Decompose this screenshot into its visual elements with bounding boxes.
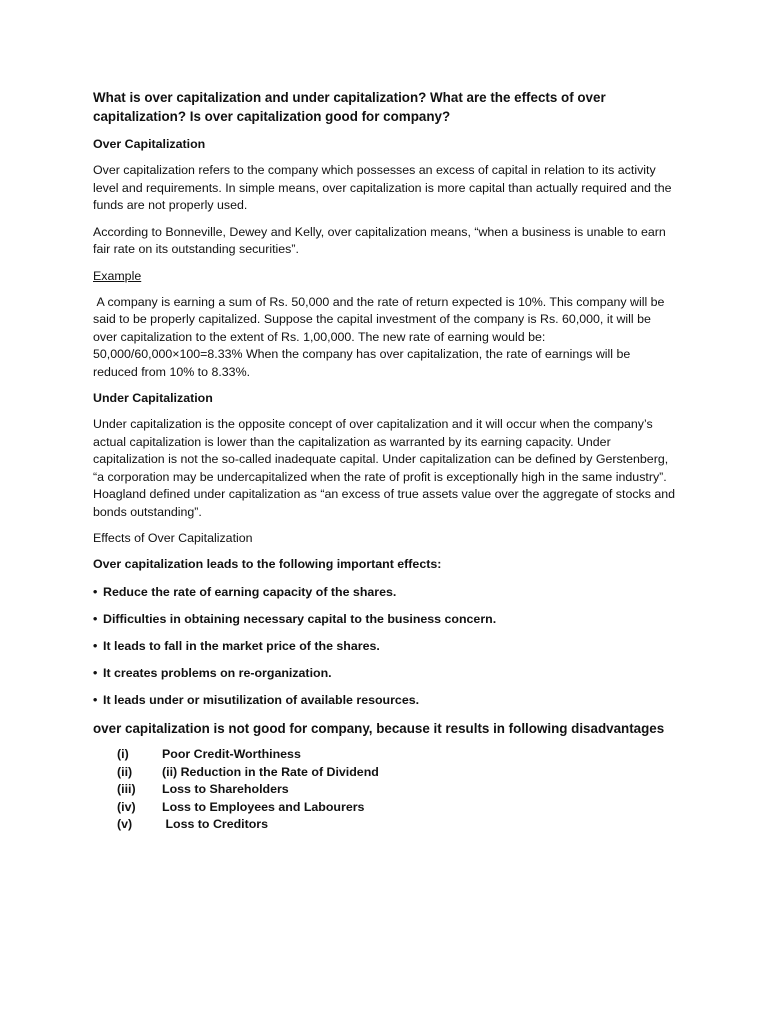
example-text: A company is earning a sum of Rs. 50,000 and the rate of return expected is 10%. This company will be said to be properly capitalized. Suppose the capital investment of the company is Rs. 60,000, it will be over capitalization to the extent of Rs. 1,00,000. The new rate of earning would be: 50,000/60,000×100=8.33% When the company has over capitalization, the rate of earnings will be reduced from 10% to 8.33%. bbox=[93, 294, 668, 379]
bullet-glyph: • bbox=[93, 612, 98, 626]
list-item bbox=[117, 764, 678, 782]
list-number: (v) bbox=[117, 817, 133, 832]
under-capitalization-heading: Under Capitalization bbox=[93, 391, 213, 405]
bullet-glyph: • bbox=[93, 639, 98, 653]
list-item-text: Loss to Employees and Labourers bbox=[162, 799, 365, 814]
over-capitalization-definition: Over capitalization refers to the company which possesses an excess of capital in relation to its activity level and requirements. In simple means, over capitalization is more capital than actually required and the funds are not properly used. bbox=[93, 163, 672, 212]
list-number: (iii) bbox=[117, 782, 136, 797]
list-item-text: Difficulties in obtaining necessary capital to the business concern. bbox=[103, 612, 497, 626]
list-item bbox=[93, 611, 678, 628]
effects-intro: Over capitalization leads to the following important effects: bbox=[93, 557, 442, 571]
bullet-glyph: • bbox=[93, 585, 98, 599]
list-item-text: (ii) Reduction in the Rate of Dividend bbox=[162, 764, 379, 779]
list-item-text: It creates problems on re-organization. bbox=[103, 666, 332, 680]
list-item bbox=[117, 799, 678, 817]
list-number: (ii) bbox=[117, 764, 133, 779]
list-number: (iv) bbox=[117, 799, 136, 814]
list-item-text: Poor Credit-Worthiness bbox=[162, 747, 301, 761]
list-number: (i) bbox=[117, 747, 129, 761]
document-title: What is over capitalization and under capitalization? What are the effects of over capitalization? Is over capitalization good for company? bbox=[93, 90, 606, 124]
bullet-glyph: • bbox=[93, 666, 98, 680]
effects-list bbox=[93, 584, 678, 709]
list-item-text: Loss to Creditors bbox=[162, 817, 269, 832]
bullet-glyph: • bbox=[93, 693, 98, 707]
list-item bbox=[117, 816, 678, 834]
list-item bbox=[117, 781, 678, 799]
over-capitalization-quote: According to Bonneville, Dewey and Kelly, over capitalization means, “when a business is unable to earn fair rate on its outstanding securities”. bbox=[93, 224, 666, 256]
under-capitalization-text: Under capitalization is the opposite concept of over capitalization and it will occur when the company’s actual capitalization is lower than the capitalization as warranted by its earning capacity. Under capitalization is not the so-called inadequate capital. Under capitalization can be defined by Gerstenberg, “a corporation may be undercapitalized when the rate of profit is exceptionally high in the same industry”. Hoagland defined under capitalization as “an excess of true assets value over the aggregate of stocks and bonds outstanding”. bbox=[93, 417, 676, 519]
conclusion-text: over capitalization is not good for company, because it results in following disadvantages bbox=[93, 721, 665, 736]
list-item-text: It leads to fall in the market price of the shares. bbox=[103, 639, 380, 653]
list-item bbox=[117, 746, 678, 764]
disadvantages-list bbox=[93, 746, 678, 834]
list-item-text: It leads under or misutilization of available resources. bbox=[103, 693, 420, 707]
effects-heading: Effects of Over Capitalization bbox=[93, 531, 253, 545]
list-item-text: Loss to Shareholders bbox=[162, 782, 289, 797]
example-heading: Example bbox=[93, 268, 142, 283]
list-item bbox=[93, 584, 678, 601]
over-capitalization-heading: Over Capitalization bbox=[93, 137, 206, 151]
list-item bbox=[93, 692, 678, 709]
list-item bbox=[93, 638, 678, 655]
document-content bbox=[93, 88, 678, 834]
list-item bbox=[93, 665, 678, 682]
list-item-text: Reduce the rate of earning capacity of the shares. bbox=[103, 585, 397, 599]
